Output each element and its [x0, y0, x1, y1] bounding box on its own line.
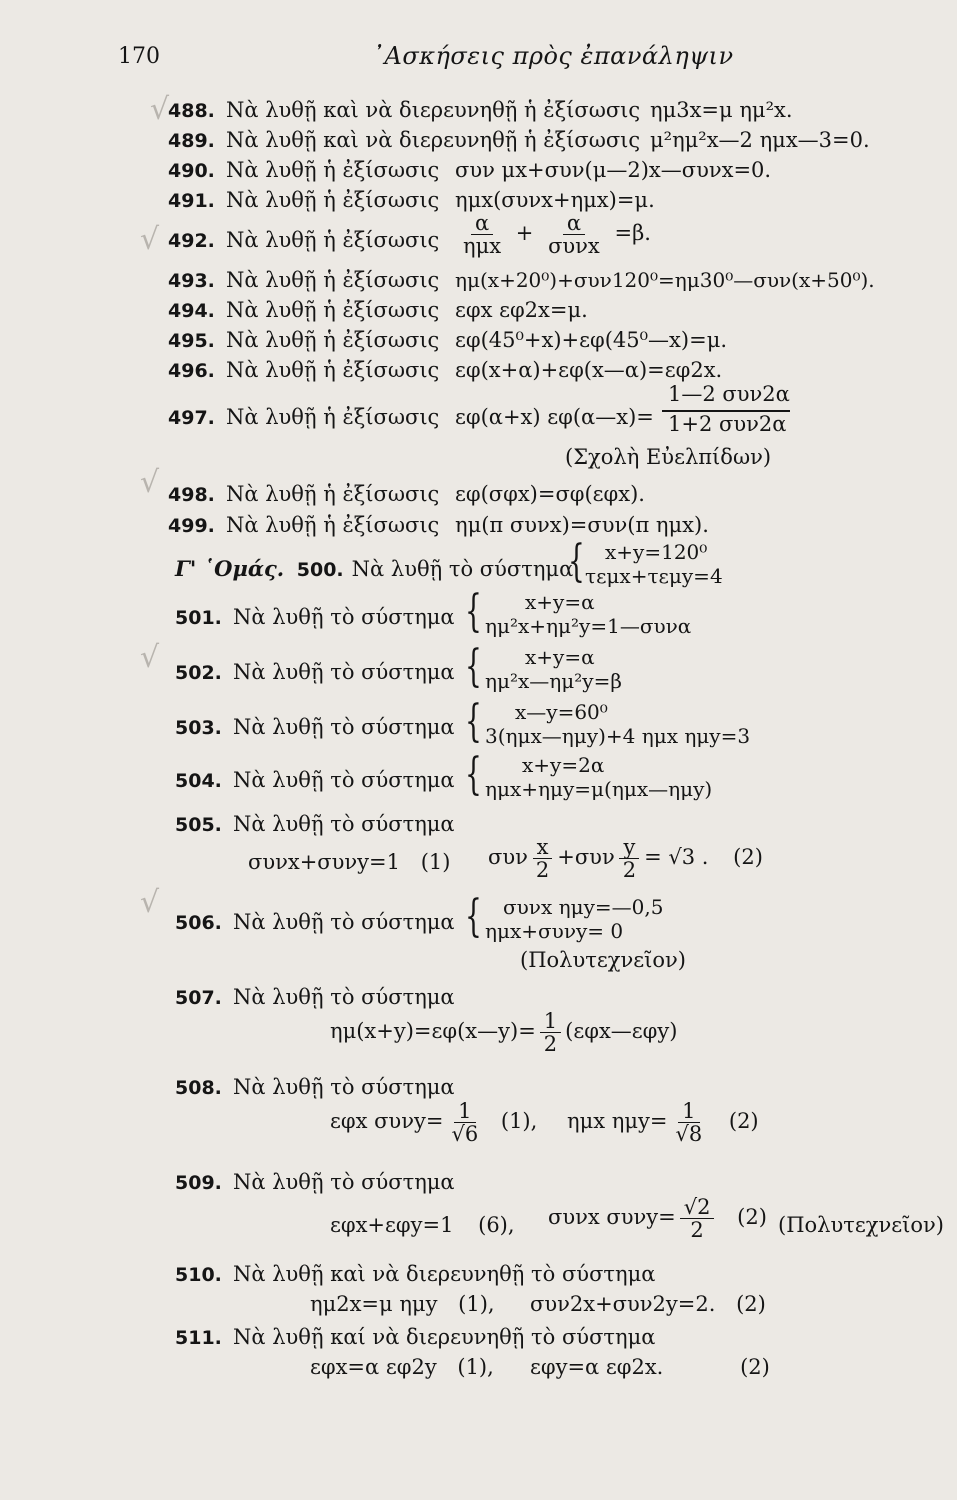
problem-number: 491. — [168, 190, 215, 212]
equation: εφx+εφy=1 (6), — [330, 1213, 515, 1237]
problem-number: 502. — [175, 662, 222, 684]
problem-text: Νὰ λυθῇ ἡ ἐξίσωσις — [226, 405, 440, 429]
problem-number: 495. — [168, 330, 215, 352]
problem-number: 510. — [175, 1264, 222, 1286]
problem-508 — [175, 1075, 455, 1099]
system-equation: 3(ημx—ημy)+4 ημx ημy=3 — [485, 724, 751, 748]
equation: συν $\frac{x}{2}$ +συν $\frac{y}{2}$ = √3 . (2) — [488, 835, 763, 883]
problem-number: 506. — [175, 912, 222, 934]
problem-number: 504. — [175, 770, 222, 792]
problem-498 — [168, 482, 439, 506]
system-equation: ημ²x+ημ²y=1—συνα — [485, 614, 692, 638]
problem-text: Νὰ λυθῇ τὸ σύστημα — [233, 910, 455, 934]
equation: εφy=α εφ2x. (2) — [530, 1355, 770, 1379]
problem-number: 494. — [168, 300, 215, 322]
equation: εφx=α εφ2y (1), — [310, 1355, 494, 1379]
source-note: (Σχολὴ Εὐελπίδων) — [565, 445, 772, 469]
problem-number: 503. — [175, 717, 222, 739]
system-equation: x+y=α — [525, 645, 595, 669]
fraction-denominator: 1+2 συν2α — [668, 412, 787, 436]
problem-text: Νὰ λυθῇ καὶ νὰ διερευνηθῇ τὸ σύστημα — [233, 1262, 656, 1286]
problem-496 — [168, 358, 439, 382]
problem-501 — [175, 605, 455, 629]
problem-text: Νὰ λυθῇ ἡ ἐξίσωσις — [226, 482, 440, 506]
problem-number: 488. — [168, 100, 215, 122]
problem-number: 493. — [168, 270, 215, 292]
pencil-check-mark: √ — [140, 640, 160, 675]
equation: μ²ημ²x—2 ημx—3=0. — [650, 128, 870, 152]
system-equation: συνx ημy=—0,5 — [503, 895, 664, 919]
equation: ημx ημy= $\frac{1}{√8}$ (2) — [567, 1099, 759, 1147]
problem-number: 497. — [168, 407, 215, 429]
problem-493 — [168, 268, 439, 292]
problem-number: 508. — [175, 1077, 222, 1099]
problem-495 — [168, 328, 439, 352]
equation: συν2x+συν2y=2. (2) — [530, 1292, 766, 1316]
fraction: $\frac{1}{√6}$ — [451, 1099, 479, 1147]
page-number: 170 — [118, 44, 160, 69]
equation: ημx(συνx+ημx)=μ. — [455, 188, 655, 212]
equation: εφx εφ2x=μ. — [455, 298, 588, 322]
equation: συν μx+συν(μ—2)x—συνx=0. — [455, 158, 772, 182]
source-note: (Πολυτεχνεῖον) — [520, 948, 686, 972]
problem-text: Νὰ λυθῇ τὸ σύστημα — [233, 768, 455, 792]
pencil-check-mark: √ — [140, 885, 160, 920]
system-brace: { — [465, 749, 482, 800]
problem-text: Νὰ λυθῇ ἡ ἐξίσωσις — [226, 158, 440, 182]
equation: εφx συνy= $\frac{1}{√6}$ (1), — [330, 1099, 538, 1147]
equation: συνx+συνy=1 (1) — [248, 850, 451, 874]
problem-490 — [168, 158, 439, 182]
fraction: $\frac{1}{√8}$ — [675, 1099, 703, 1147]
pencil-check-mark: √ — [150, 92, 170, 127]
problem-505 — [175, 812, 455, 836]
problem-492 — [168, 228, 439, 252]
problem-488 — [168, 98, 640, 122]
problem-506 — [175, 910, 455, 934]
problem-number: 505. — [175, 814, 222, 836]
system-equation: τεμx+τεμy=4 — [585, 564, 723, 588]
problem-text: Νὰ λυθῇ τὸ σύστημα — [233, 985, 455, 1009]
problem-497 — [168, 405, 439, 429]
fraction: $\frac{\alpha}{\text{συνx}}$ — [548, 211, 600, 259]
system-equation: x—y=60⁰ — [515, 700, 608, 724]
problem-text: Νὰ λυθῇ ἡ ἐξίσωσις — [226, 298, 440, 322]
problem-text: Νὰ λυθῇ τὸ σύστημα — [233, 1075, 455, 1099]
problem-511 — [175, 1325, 655, 1349]
problem-text: Νὰ λυθῇ τὸ σύστημα — [233, 605, 455, 629]
equation: εφ(α+x) εφ(α—x)= — [455, 405, 654, 429]
system-brace: { — [568, 536, 585, 587]
problem-507 — [175, 985, 455, 1009]
equation: εφ(x+α)+εφ(x—α)=εφ2x. — [455, 358, 723, 382]
equation: ημ3x=μ ημ²x. — [650, 98, 793, 122]
equation: ημ(x+20⁰)+συν120⁰=ημ30⁰—συν(x+50⁰). — [455, 268, 875, 292]
system-equation: x+y=α — [525, 590, 595, 614]
system-equation: x+y=2α — [522, 753, 605, 777]
problem-number: 490. — [168, 160, 215, 182]
problem-text: Νὰ λυθῇ τὸ σύστημα — [233, 715, 455, 739]
system-equation: ημ²x—ημ²y=β — [485, 669, 622, 693]
problem-number: 496. — [168, 360, 215, 382]
problem-text: Νὰ λυθῇ καί νὰ διερευνηθῇ τὸ σύστημα — [233, 1325, 656, 1349]
problem-number: 501. — [175, 607, 222, 629]
section-label: Γ' ῾Ομάς. — [175, 556, 285, 581]
system-equation: ημx+συνy= 0 — [485, 919, 624, 943]
problem-509 — [175, 1170, 455, 1194]
system-brace: { — [465, 696, 482, 747]
fraction: $\frac{\alpha}{\text{ημx}}$ — [463, 211, 502, 259]
fraction: $\frac{x}{2}$ — [532, 836, 553, 881]
problem-text: Νὰ λυθῇ ἡ ἐξίσωσις — [226, 358, 440, 382]
equation: ημ2x=μ ημy (1), — [310, 1292, 495, 1316]
system-brace: { — [465, 586, 482, 637]
problem-text: Νὰ λυθῇ τὸ σύστημα — [233, 1170, 455, 1194]
system-brace: { — [465, 891, 482, 942]
problem-502 — [175, 660, 455, 684]
system-equation: x+y=120⁰ — [605, 540, 708, 564]
problem-text: Νὰ λυθῇ καὶ νὰ διερευνηθῇ ἡ ἐξίσωσις — [226, 98, 641, 122]
equation: ημ(x+y)=εφ(x—y)= $\frac{1}{2}$ (εφx—εφy) — [330, 1009, 678, 1057]
problem-number: 507. — [175, 987, 222, 1009]
fraction: $\frac{y}{2}$ — [619, 836, 640, 881]
source-note: (Πολυτεχνεῖον) — [778, 1213, 944, 1237]
problem-number: 489. — [168, 130, 215, 152]
problem-number: 509. — [175, 1172, 222, 1194]
problem-500 — [175, 556, 573, 581]
pencil-check-mark: √ — [140, 465, 160, 500]
problem-number: 499. — [168, 515, 215, 537]
fraction: $\frac{√2}{2}$ — [680, 1196, 715, 1241]
equation: εφ(σφx)=σφ(εφx). — [455, 482, 645, 506]
problem-number: 511. — [175, 1327, 222, 1349]
problem-499 — [168, 513, 439, 537]
system-equation: ημx+ημy=μ(ημx—ημy) — [485, 777, 713, 801]
problem-number: 492. — [168, 230, 215, 252]
problem-491 — [168, 188, 439, 212]
problem-text: Νὰ λυθῇ ἡ ἐξίσωσις — [226, 228, 440, 252]
pencil-check-mark: √ — [140, 222, 160, 257]
problem-number: 500. — [296, 559, 344, 581]
problem-489 — [168, 128, 640, 152]
fraction-numerator: 1—2 συν2α — [668, 382, 790, 406]
equation-492: $\frac{\alpha}{\text{ημx}}$ + $\frac{\alpha}{\text{συνx}}$ =β. — [455, 212, 651, 257]
fraction: $\frac{1}{2}$ — [540, 1010, 561, 1055]
system-brace: { — [465, 641, 482, 692]
running-title: ᾿Ασκήσεις πρὸς ἐπανάληψιν — [372, 42, 734, 70]
problem-text: Νὰ λυθῇ ἡ ἐξίσωσις — [226, 268, 440, 292]
problem-text: Νὰ λυθῇ ἡ ἐξίσωσις — [226, 328, 440, 352]
problem-text: Νὰ λυθῇ καὶ νὰ διερευνηθῇ ἡ ἐξίσωσις — [226, 128, 641, 152]
problem-text: Νὰ λυθῇ ἡ ἐξίσωσις — [226, 513, 440, 537]
problem-text: Νὰ λυθῇ τὸ σύστημα — [233, 812, 455, 836]
problem-text: Νὰ λυθῇ τὸ σύστημα — [351, 557, 574, 581]
equation: ημ(π συνx)=συν(π ημx). — [455, 513, 709, 537]
problem-503 — [175, 715, 455, 739]
problem-number: 498. — [168, 484, 215, 506]
problem-text: Νὰ λυθῇ τὸ σύστημα — [233, 660, 455, 684]
equation: εφ(45⁰+x)+εφ(45⁰—x)=μ. — [455, 328, 728, 352]
problem-504 — [175, 768, 455, 792]
equation: συνx συνy= $\frac{√2}{2}$ (2) — [548, 1195, 767, 1243]
problem-510 — [175, 1262, 655, 1286]
problem-text: Νὰ λυθῇ ἡ ἐξίσωσις — [226, 188, 440, 212]
problem-494 — [168, 298, 439, 322]
